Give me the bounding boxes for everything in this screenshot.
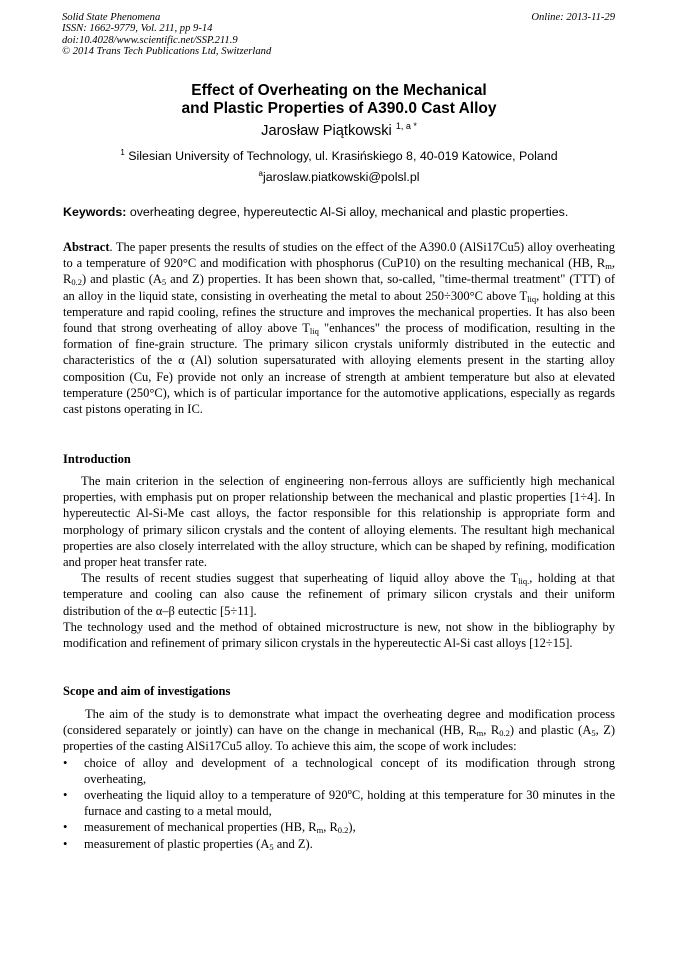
abstract <box>63 239 615 417</box>
subscript: 5 <box>269 841 274 852</box>
bullet-icon: • <box>63 836 68 851</box>
subscript: m <box>476 728 484 739</box>
abstract-text: . The paper presents the results of studies on the effect of the A390.0 (AlSi17Cu5) alloy overheating to a temperature of 920°C and modification with phosphorus (CuP10) on the resulting mechanical (HB, R <box>63 240 615 271</box>
affiliation <box>0 148 678 163</box>
introduction-heading: Introduction <box>63 452 131 466</box>
abstract-text: , holding at this temperature and rapid cooling, refines the structure and improves the mechanical properties. It has also been found that strong overheating of alloy above T <box>63 288 615 336</box>
subscript: 5 <box>161 277 167 288</box>
list-item-text: measurement of plastic properties (A <box>84 836 270 851</box>
scope-text: , R <box>483 723 500 738</box>
subscript: 0.2 <box>71 277 82 288</box>
journal-name: Solid State Phenomena <box>62 12 161 23</box>
list-item-text: and Z). <box>273 836 313 851</box>
abstract-text: and Z) properties. It has been shown that, so-called, "time-thermal treatment" (TTT) of an alloy in the liquid state, consisting in overheating the metal to about 250÷300°C above T <box>63 272 615 303</box>
issn-line: ISSN: 1662-9779, Vol. 211, pp 9-14 <box>62 23 213 35</box>
title-line-1: Effect of Overheating on the Mechanical <box>191 82 487 99</box>
email-mark: a <box>258 169 263 178</box>
list-item-text: ), <box>348 820 356 835</box>
doi-line[interactable]: doi:10.4028/www.scientific.net/SSP.211.9 <box>62 34 238 46</box>
scope-paragraph <box>63 706 615 755</box>
bullet-icon: • <box>63 820 68 835</box>
scope-body <box>63 706 615 852</box>
keywords <box>63 205 623 219</box>
list-item <box>63 819 615 835</box>
email-line <box>0 169 678 184</box>
subscript: m <box>605 261 612 272</box>
abstract-label: Abstract <box>63 240 110 254</box>
author-marks: 1, a * <box>395 121 417 131</box>
list-item-text: overheating the liquid alloy to a temperature of 920 <box>84 788 348 803</box>
subscript: liq. <box>518 576 530 587</box>
intro-paragraph-2 <box>63 570 615 619</box>
subscript: 0.2 <box>499 728 510 739</box>
scope-text: The aim of the study is to demonstrate what impact the overheating degree and modification process (considered separately or jointly) can have on the change in mechanical (HB, R <box>63 707 615 738</box>
abstract-text: , R <box>63 256 615 287</box>
scope-text: ) and plastic (A <box>509 723 592 738</box>
author-name: Jarosław Piątkowski <box>261 123 392 139</box>
title-line-2: and Plastic Properties of A390.0 Cast Alloy <box>181 100 497 117</box>
abstract-text: ) and plastic (A <box>81 272 162 287</box>
bullet-icon: • <box>63 788 68 803</box>
intro-paragraph-1: The main criterion in the selection of engineering non-ferrous alloys are sufficiently high mechanical properties, with emphasis put on proper relationship between the mechanical and plastic properties [1÷4]. In hypereutectic Al-Si-Me cast alloys, the factor responsible for this relationship is appropriate form and morphology of primary silicon crystals and the content of alloying elements. The resultant high mechanical properties are also closely interrelated with the alloy structure, which can be shaped by refining, modification and proper heat transfer rate. <box>63 474 615 570</box>
online-date: Online: 2013-11-29 <box>531 12 615 23</box>
subscript: 5 <box>591 728 596 739</box>
list-item <box>63 836 615 852</box>
list-item-text: C, holding at this temperature for 30 minutes in the furnace and casting to a metal mould, <box>84 788 615 819</box>
degree-superscript: o <box>347 786 352 797</box>
abstract-text: "enhances" the process of modification, resulting in the formation of fine-grain structure. The primary silicon crystals uniformly distributed in the eutectic and characteristics of the α (Al) solution supersaturated with alloying elements present in the starting alloy composition (Cu, Fe) provide not only an increase of strength at ambient temperature but also at elevated temperature (250°C), which is of particular importance for the automotive applications, especially as regards cast pistons operating in IC. <box>63 321 616 417</box>
paper-title <box>0 82 678 118</box>
journal-info <box>62 12 271 58</box>
bullet-icon: • <box>63 755 68 770</box>
list-item-text: , R <box>323 820 338 835</box>
subscript: 0.2 <box>337 825 349 836</box>
list-item <box>63 755 615 787</box>
intro-paragraph-3: The technology used and the method of obtained microstructure is new, not show in the bibliography by modification and refinement of primary silicon crystals in the hypereutectic Al-Si cast alloys [12÷15]. <box>63 619 615 651</box>
scope-heading: Scope and aim of investigations <box>63 684 231 698</box>
intro-text: , holding at that temperature and cooling can also cause the refinement of primary silicon crystals and their uniform distribution of the α–β eutectic [5÷11]. <box>63 571 615 618</box>
introduction-body <box>63 473 615 651</box>
list-item-text: choice of alloy and development of a technological concept of its modification through strong overheating, <box>84 755 615 786</box>
subscript: m <box>316 825 324 836</box>
intro-text: The results of recent studies suggest that superheating of liquid alloy above the T <box>81 571 519 586</box>
copyright-line: © 2014 Trans Tech Publications Ltd, Switzerland <box>62 46 272 58</box>
scope-list <box>63 755 615 852</box>
affiliation-text: Silesian University of Technology, ul. Krasińskiego 8, 40-019 Katowice, Poland <box>128 149 558 163</box>
keywords-text: overheating degree, hypereutectic Al-Si alloy, mechanical and plastic properties. <box>129 205 569 219</box>
list-item-text: measurement of mechanical properties (HB, R <box>84 820 317 835</box>
author-line <box>0 121 678 139</box>
scope-text: , Z) properties of the casting AlSi17Cu5 alloy. To achieve this aim, the scope of work includes: <box>63 723 615 754</box>
affiliation-mark: 1 <box>120 148 125 157</box>
list-item <box>63 787 615 819</box>
subscript: liq <box>527 293 537 304</box>
subscript: liq <box>309 326 319 337</box>
keywords-label: Keywords: <box>63 205 127 219</box>
email-address[interactable]: jaroslaw.piatkowski@polsl.pl <box>262 170 420 184</box>
